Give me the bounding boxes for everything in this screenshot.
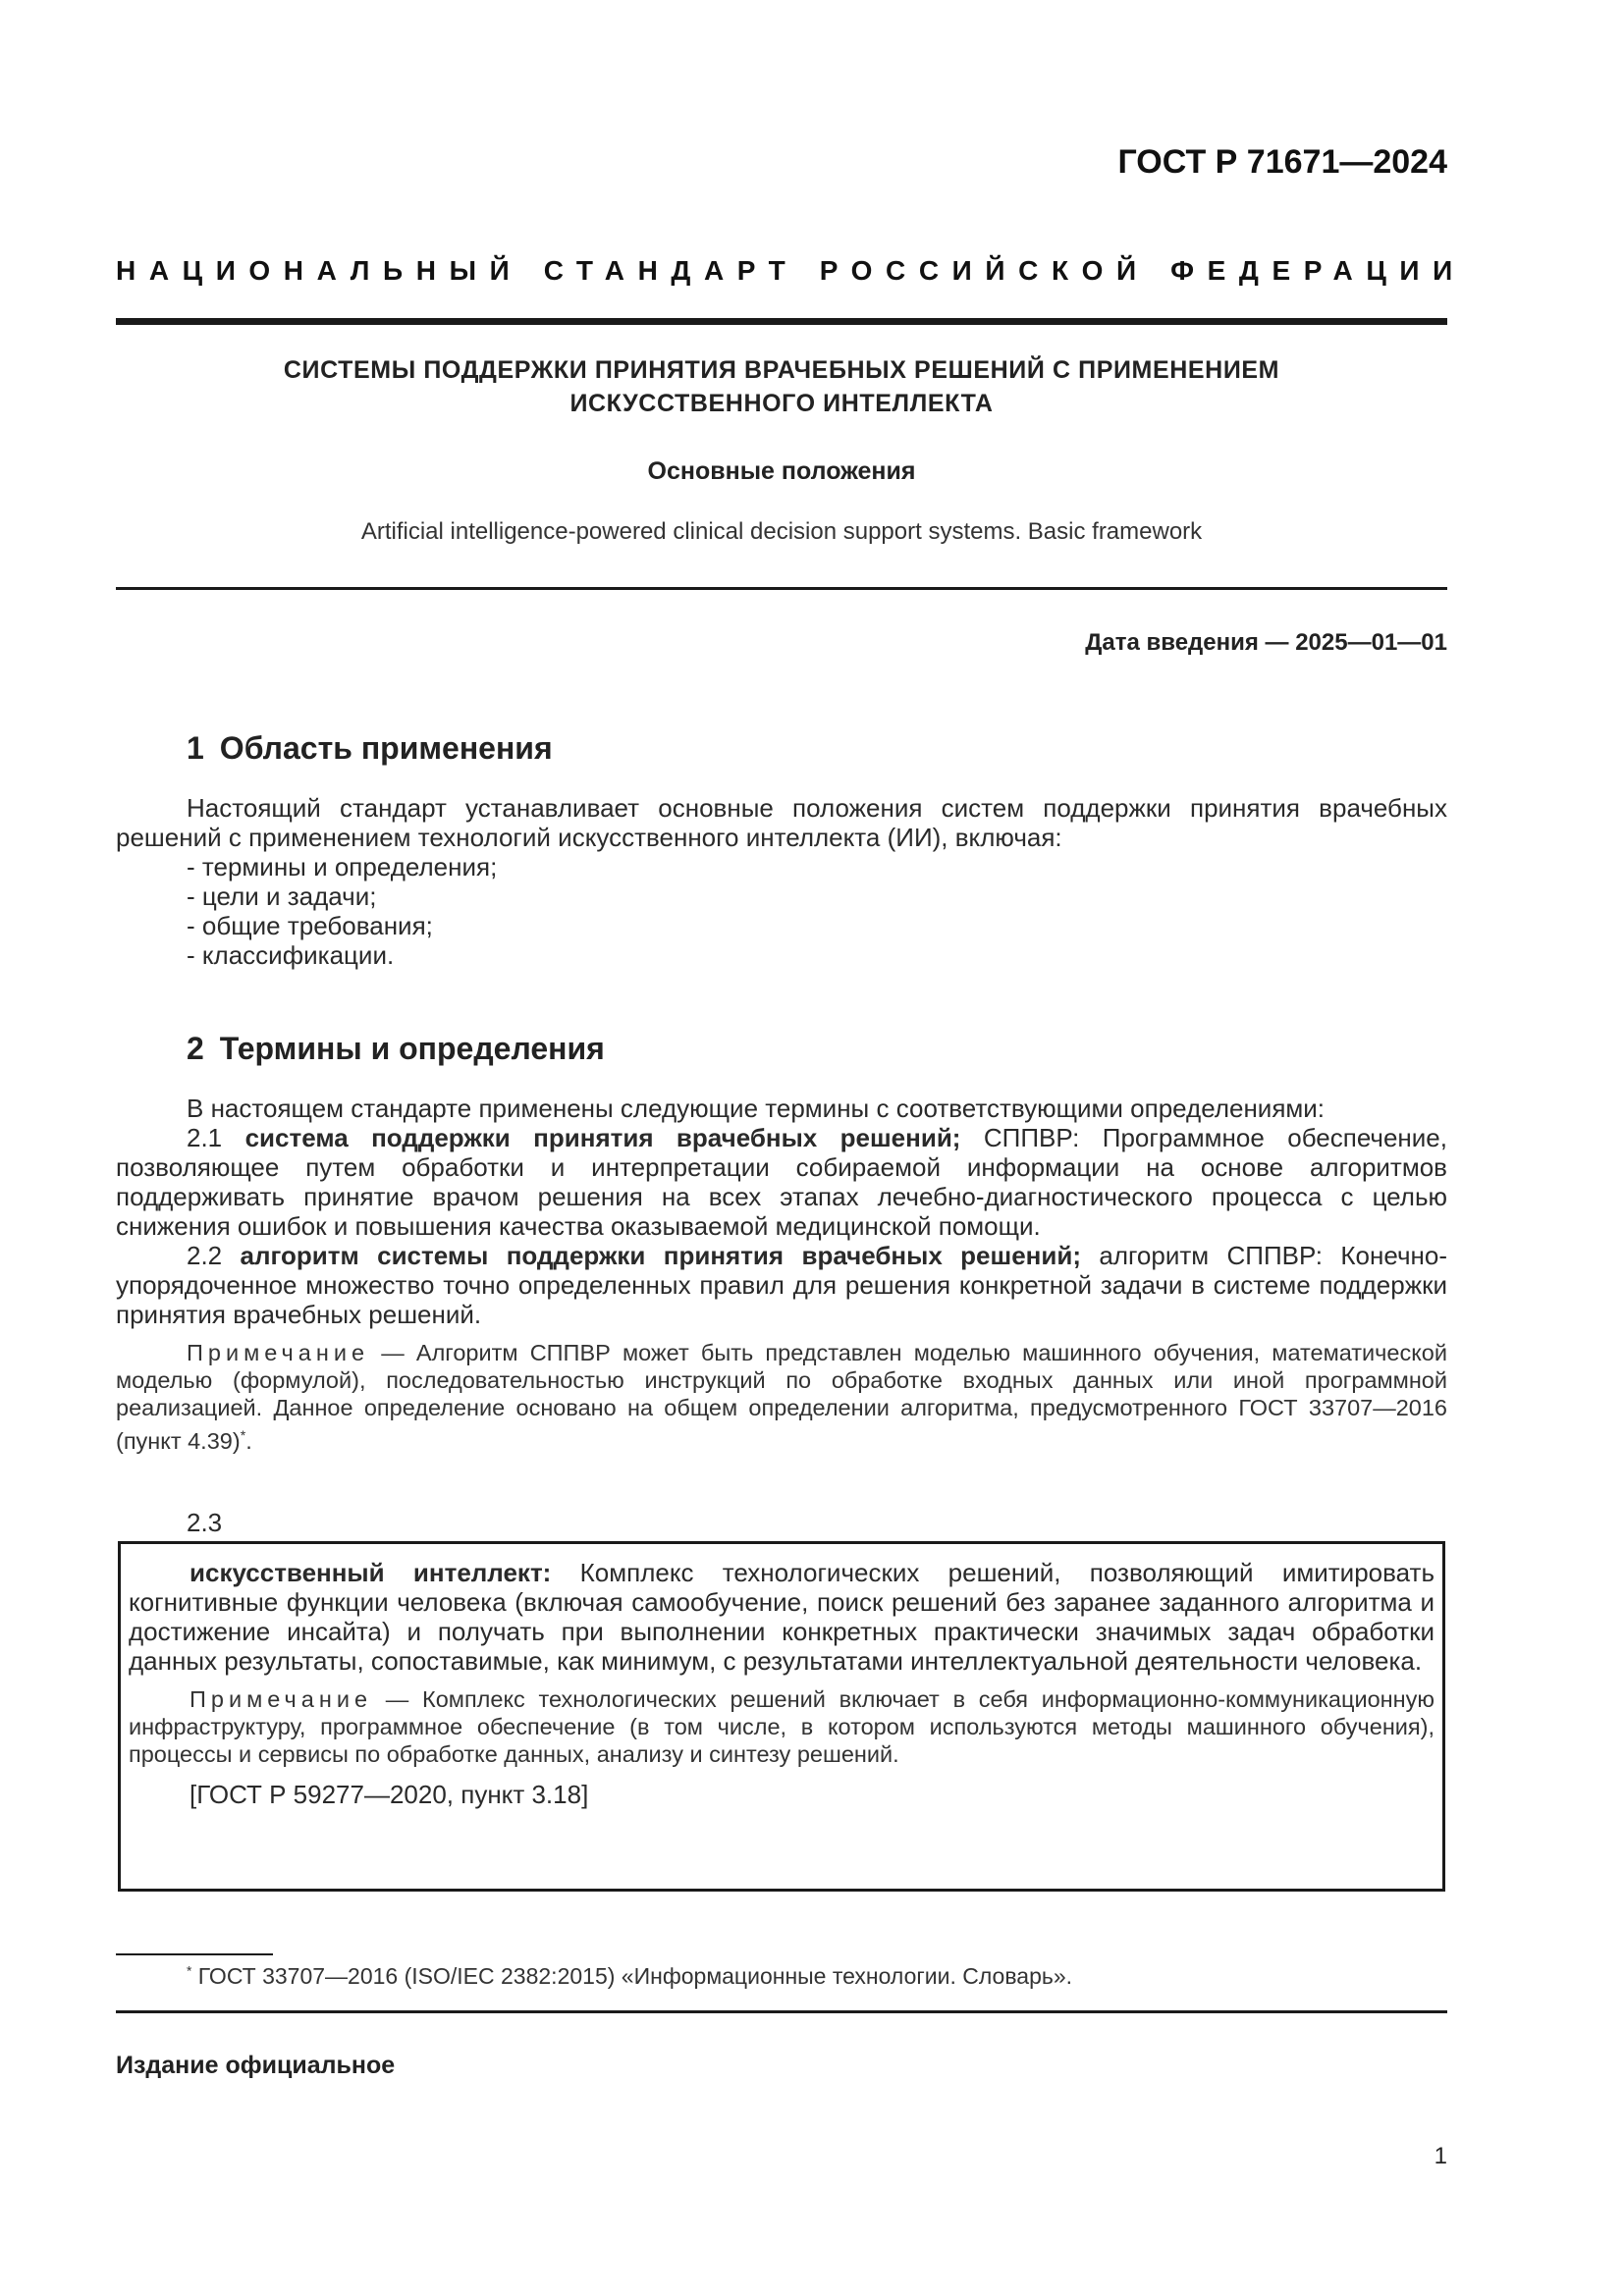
title-divider xyxy=(116,587,1447,590)
term-2-3-source: [ГОСТ Р 59277—2020, пункт 3.18] xyxy=(189,1780,589,1809)
footnote-ref: * xyxy=(240,1427,246,1443)
section-2-number: 2 xyxy=(187,1031,204,1066)
footnote-mark: * xyxy=(187,1963,192,1979)
document-subtitle: Основные положения xyxy=(647,457,916,485)
scope-list-item: - классификации. xyxy=(187,940,395,970)
footnote-text: ГОСТ 33707—2016 (ISO/IEC 2382:2015) «Информационные технологии. Словарь». xyxy=(191,1963,1073,1989)
section-2-intro: В настоящем стандарте применены следующие термины с соответствующими определениями: xyxy=(187,1094,1326,1123)
term-2-3-content xyxy=(121,1558,1442,1809)
note-label: Примечание xyxy=(187,1340,370,1365)
term-2-3-note xyxy=(129,1685,1435,1768)
note-end: . xyxy=(245,1427,252,1454)
english-title: Artificial intelligence-powered clinical decision support systems. Basic framework xyxy=(360,518,1203,545)
header-divider xyxy=(116,318,1447,325)
section-1-title: Область применения xyxy=(219,730,553,766)
term-2-2-number: 2.2 xyxy=(187,1241,223,1270)
note-label: Примечание xyxy=(189,1686,373,1712)
section-2-heading xyxy=(187,1031,605,1067)
term-2-3-box xyxy=(118,1541,1445,1892)
footnote-divider xyxy=(116,1953,273,1955)
section-2-body xyxy=(116,1094,1447,1455)
section-1-body xyxy=(116,793,1447,970)
term-2-1-definition: СППВР: Программное обеспечение, позволяющее путем обработки и интерпретации собираемой информации на основе алгоритмов поддерживать принятие врачом решения на всех этапах лечебно-диагностического процесса с целью снижения ошибок и повышения качества оказываемой медицинской помощи. xyxy=(116,1123,1447,1241)
section-1-intro: Настоящий стандарт устанавливает основные положения систем поддержки принятия врачебных решений с применением технологий искусственного интеллекта (ИИ), включая: xyxy=(116,793,1447,852)
section-2-title: Термины и определения xyxy=(219,1031,605,1066)
term-2-1 xyxy=(116,1123,1447,1241)
term-2-3-term: искусственный интеллект: xyxy=(189,1558,552,1587)
introduction-date: Дата введения — 2025—01—01 xyxy=(1085,629,1447,656)
document-title xyxy=(116,353,1447,420)
document-code: ГОСТ Р 71671—2024 xyxy=(1117,143,1447,181)
standard-type-title: НАЦИОНАЛЬНЫЙ СТАНДАРТ РОССИЙСКОЙ ФЕДЕРАЦИИ xyxy=(116,255,1466,286)
scope-list-item: - цели и задачи; xyxy=(187,881,377,911)
scope-list-item: - термины и определения; xyxy=(187,852,498,881)
term-2-2 xyxy=(116,1241,1447,1329)
footnote xyxy=(187,1963,1072,1990)
term-2-2-definition: алгоритм СППВР: Конечно-упорядоченное множество точно определенных правил для решения конкретной задачи в системе поддержки принятия врачебных решений. xyxy=(116,1241,1447,1329)
document-title-line-2: ИСКУССТВЕННОГО ИНТЕЛЛЕКТА xyxy=(569,390,994,417)
term-2-2-term: алгоритм системы поддержки принятия врачебных решений; xyxy=(240,1241,1081,1270)
note-text: — Комплекс технологических решений включает в себя информационно-коммуникационную инфраструктуру, программное обеспечение (в том числе, в котором используются методы машинного обучения), процессы и сервисы по обработке данных, анализу и синтезу решений. xyxy=(129,1686,1435,1767)
term-2-1-number: 2.1 xyxy=(187,1123,223,1152)
term-2-3-definition-paragraph xyxy=(129,1558,1435,1676)
scope-list-item: - общие требования; xyxy=(187,911,433,940)
note-text: — Алгоритм СППВР может быть представлен моделью машинного обучения, математической моделью (формулой), последовательностью инструкций по обработке входных данных или иной программной реализацией. Данное определение основано на общем определении алгоритма, предусмотренного ГОСТ 33707—2016 (пункт 4.39) xyxy=(116,1340,1447,1454)
term-2-1-term: система поддержки принятия врачебных решений; xyxy=(244,1123,961,1152)
section-1-heading xyxy=(187,730,553,767)
term-2-2-note xyxy=(116,1339,1447,1455)
section-1-number: 1 xyxy=(187,730,204,766)
page-number: 1 xyxy=(1434,2143,1447,2169)
term-2-3-number: 2.3 xyxy=(187,1508,223,1537)
official-edition-label: Издание официальное xyxy=(116,2052,396,2079)
footer-divider xyxy=(116,2010,1447,2013)
term-2-3-definition: Комплекс технологических решений, позволяющий имитировать когнитивные функции человека (включая самообучение, поиск решений без заранее заданного алгоритма и достижение инсайта) и получать при выполнении конкретных практически значимых задач обработки данных результаты, сопоставимые, как минимум, с результатами интеллектуальной деятельности человека. xyxy=(129,1558,1435,1676)
document-title-line-1: СИСТЕМЫ ПОДДЕРЖКИ ПРИНЯТИЯ ВРАЧЕБНЫХ РЕШЕНИЙ С ПРИМЕНЕНИЕМ xyxy=(283,356,1280,384)
